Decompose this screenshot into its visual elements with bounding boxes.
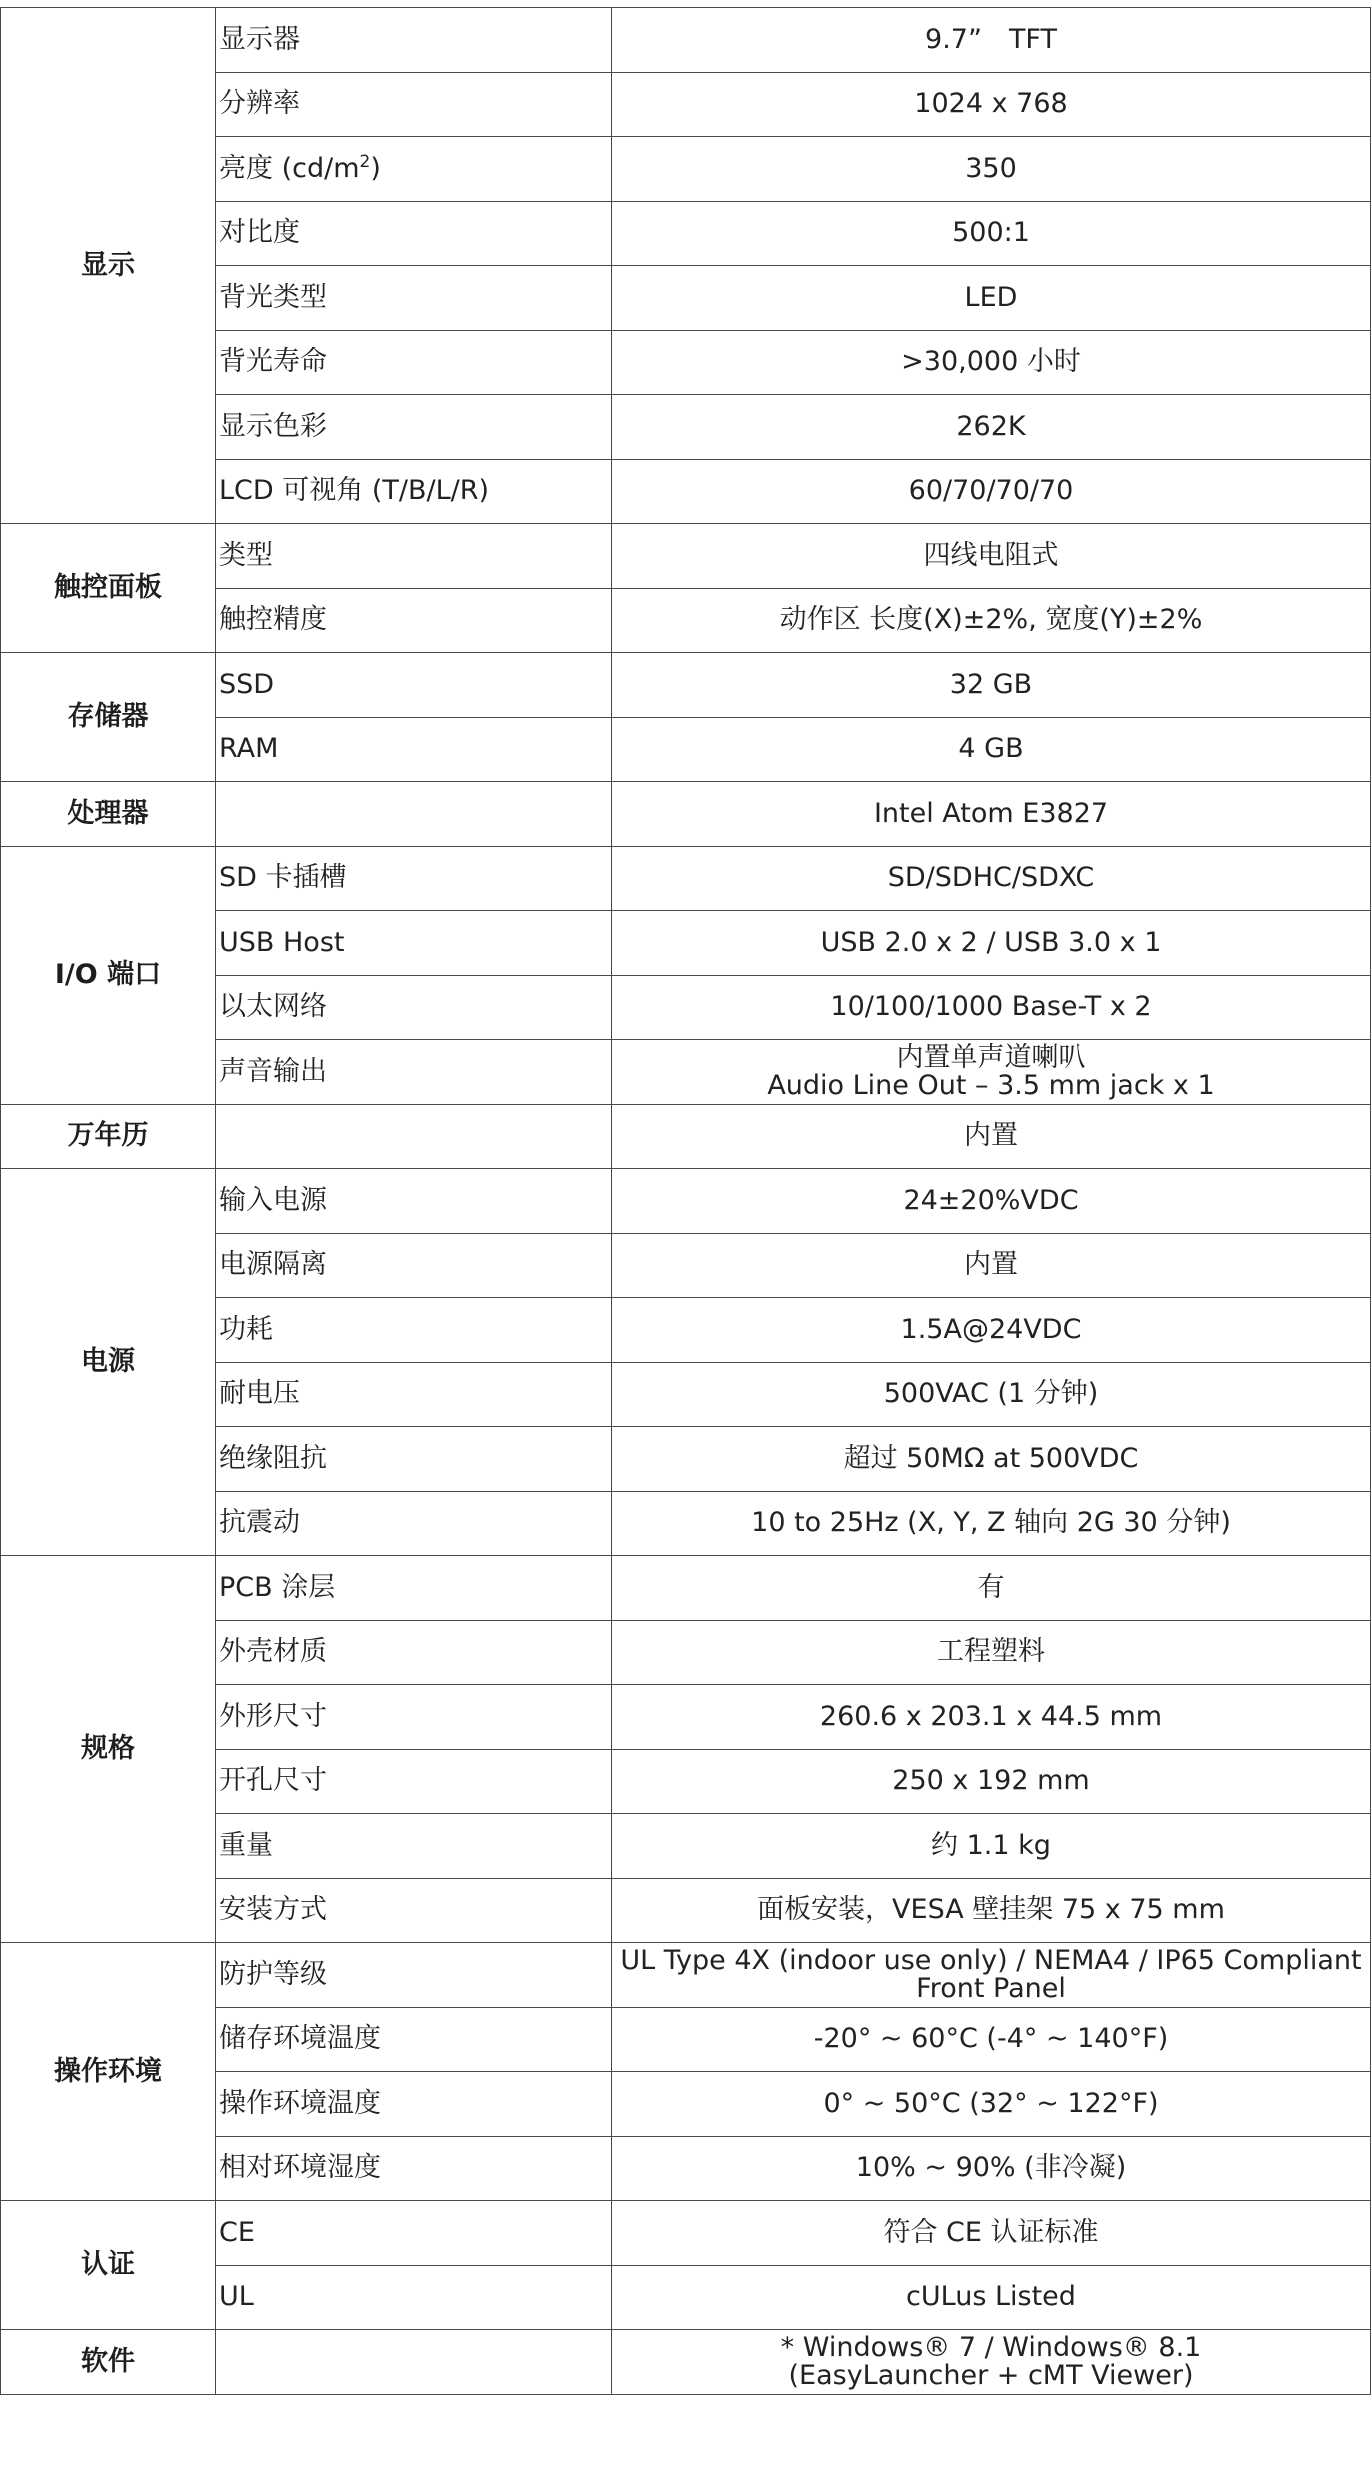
spec-value-cell	[612, 975, 1371, 1040]
spec-value-cell	[612, 2007, 1371, 2072]
spec-label: 储存环境温度	[219, 2023, 381, 2055]
spec-value-cell	[612, 524, 1371, 589]
category-cell: 软件	[1, 2330, 216, 2395]
spec-label: 显示色彩	[219, 410, 327, 442]
spec-label: 输入电源	[219, 1184, 327, 1216]
spec-value-line: 内置单声道喇叭	[896, 1041, 1086, 1073]
spec-value-line: 350	[965, 152, 1017, 184]
category-cell: I/O 端口	[1, 846, 216, 1104]
spec-value-line: 工程塑料	[937, 1636, 1045, 1668]
spec-label-cell	[216, 2007, 612, 2072]
spec-label-cell	[216, 1814, 612, 1879]
spec-value-cell	[612, 1040, 1371, 1105]
spec-value-line: 面板安装，VESA 壁挂架 75 x 75 mm	[757, 1894, 1225, 1926]
spec-label-cell	[216, 1943, 612, 2008]
category-cell: 触控面板	[1, 524, 216, 653]
spec-value-line: 1024 x 768	[914, 88, 1068, 120]
spec-label-cell	[216, 1620, 612, 1685]
spec-label-cell	[216, 201, 612, 266]
spec-value-cell	[612, 1427, 1371, 1492]
spec-value-line: (EasyLauncher + cMT Viewer)	[788, 2359, 1194, 2391]
spec-value-cell	[612, 1233, 1371, 1298]
spec-value-line: LED	[964, 281, 1018, 313]
spec-label-cell	[216, 1427, 612, 1492]
spec-label-cell	[216, 1491, 612, 1556]
spec-value-line: 动作区 长度(X)±2%, 宽度(Y)±2%	[779, 604, 1203, 636]
spec-value-line: -20° ~ 60°C (-4° ~ 140°F)	[813, 2023, 1169, 2055]
spec-value-cell	[612, 846, 1371, 911]
spec-value-cell	[612, 2265, 1371, 2330]
spec-value-line: 250 x 192 mm	[892, 1765, 1090, 1797]
spec-label: 耐电压	[219, 1378, 300, 1410]
spec-value-line: Audio Line Out – 3.5 mm jack x 1	[767, 1069, 1215, 1101]
spec-label-cell	[216, 137, 612, 202]
spec-value-cell	[612, 588, 1371, 653]
spec-value-cell	[612, 1104, 1371, 1169]
spec-value-cell	[612, 2136, 1371, 2201]
spec-row	[1, 1104, 1371, 1169]
spec-label: 操作环境温度	[219, 2087, 381, 2119]
spec-label-cell	[216, 1878, 612, 1943]
spec-label-cell	[216, 459, 612, 524]
spec-value-cell	[612, 1362, 1371, 1427]
spec-value-cell	[612, 330, 1371, 395]
spec-label-cell	[216, 846, 612, 911]
spec-label: PCB 涂层	[219, 1571, 336, 1603]
spec-value-cell	[612, 8, 1371, 73]
spec-label: 功耗	[219, 1313, 273, 1345]
spec-row	[1, 8, 1371, 73]
spec-label-cell	[216, 1233, 612, 1298]
spec-label: 相对环境湿度	[219, 2152, 381, 2184]
spec-label-cell	[216, 330, 612, 395]
spec-label-cell	[216, 717, 612, 782]
category-cell: 操作环境	[1, 1943, 216, 2201]
spec-label-cell	[216, 2265, 612, 2330]
spec-row	[1, 1943, 1371, 2008]
spec-value-cell	[612, 395, 1371, 460]
spec-label: CE	[219, 2216, 255, 2248]
spec-value-line: SD/SDHC/SDXC	[887, 862, 1095, 894]
spec-row	[1, 2330, 1371, 2395]
spec-value-line: 10/100/1000 Base-T x 2	[830, 991, 1152, 1023]
spec-row	[1, 1556, 1371, 1621]
spec-value-cell	[612, 1878, 1371, 1943]
spec-label: SSD	[219, 668, 275, 700]
spec-label-cell	[216, 1556, 612, 1621]
spec-label: 背光寿命	[219, 346, 327, 378]
spec-value-cell	[612, 911, 1371, 976]
spec-row	[1, 846, 1371, 911]
category-cell: 规格	[1, 1556, 216, 1943]
spec-label: 电源隔离	[219, 1249, 327, 1281]
spec-label-cell	[216, 72, 612, 137]
spec-label: UL	[219, 2281, 254, 2313]
spec-value-line: 262K	[956, 410, 1026, 442]
spec-value-line: 约 1.1 kg	[931, 1829, 1051, 1861]
spec-value-cell	[612, 1685, 1371, 1750]
spec-label-cell	[216, 1685, 612, 1750]
spec-label: 抗震动	[219, 1507, 300, 1539]
spec-value-line: 24±20%VDC	[903, 1184, 1079, 1216]
spec-value-line: * Windows® 7 / Windows® 8.1	[780, 2331, 1202, 2363]
spec-label-cell	[216, 1749, 612, 1814]
spec-value-cell	[612, 459, 1371, 524]
spec-value-line: 内置	[964, 1249, 1018, 1281]
spec-value-line: 260.6 x 203.1 x 44.5 mm	[819, 1700, 1163, 1732]
spec-label-cell	[216, 2201, 612, 2266]
spec-value-line: >30,000 小时	[901, 346, 1081, 378]
spec-label-cell	[216, 524, 612, 589]
spec-label: SD 卡插槽	[219, 862, 347, 894]
spec-label-cell	[216, 266, 612, 331]
spec-label: 触控精度	[219, 604, 327, 636]
spec-label-cell	[216, 653, 612, 718]
spec-label-cell	[216, 2136, 612, 2201]
spec-value-line: 有	[977, 1571, 1005, 1603]
spec-value-cell	[612, 1943, 1371, 2008]
spec-value-cell	[612, 137, 1371, 202]
spec-value-line: 1.5A@24VDC	[900, 1313, 1082, 1345]
spec-value-cell	[612, 1556, 1371, 1621]
spec-value-line: 内置	[964, 1120, 1018, 1152]
spec-label: 绝缘阻抗	[219, 1442, 327, 1474]
spec-label-cell	[216, 782, 612, 847]
category-cell: 认证	[1, 2201, 216, 2330]
spec-value-line: 10 to 25Hz (X, Y, Z 轴向 2G 30 分钟)	[751, 1507, 1231, 1539]
category-cell: 电源	[1, 1169, 216, 1556]
spec-value-line: 60/70/70/70	[908, 475, 1074, 507]
spec-label: RAM	[219, 733, 279, 765]
spec-label-cell	[216, 1298, 612, 1363]
category-cell: 万年历	[1, 1104, 216, 1169]
spec-value-line: 0° ~ 50°C (32° ~ 122°F)	[823, 2087, 1159, 2119]
spec-label: 背光类型	[219, 281, 327, 313]
spec-value-line: 符合 CE 认证标准	[883, 2216, 1099, 2248]
spec-value-cell	[612, 717, 1371, 782]
spec-label: USB Host	[219, 926, 345, 958]
spec-value-line: UL Type 4X (indoor use only) / NEMA4 / IP65 Compliant	[620, 1944, 1362, 1976]
spec-label: 开孔尺寸	[219, 1765, 327, 1797]
spec-value-cell	[612, 1169, 1371, 1234]
spec-value-line: Intel Atom E3827	[873, 797, 1109, 829]
spec-label-suffix: )	[370, 152, 381, 184]
spec-value-line: 32 GB	[949, 668, 1033, 700]
spec-label-cell	[216, 1104, 612, 1169]
spec-value-line: Front Panel	[916, 1972, 1066, 2004]
spec-value-line: 10% ~ 90% (非冷凝)	[855, 2152, 1127, 2184]
spec-value-line: 4 GB	[958, 733, 1024, 765]
spec-label: 分辨率	[219, 88, 300, 120]
spec-value-cell	[612, 1814, 1371, 1879]
spec-value-cell	[612, 1491, 1371, 1556]
spec-label: 类型	[219, 539, 273, 571]
spec-label: 显示器	[219, 23, 300, 55]
spec-value-line: 500:1	[952, 217, 1030, 249]
spec-value-cell	[612, 2201, 1371, 2266]
category-cell: 显示	[1, 8, 216, 524]
spec-value-line: 四线电阻式	[923, 539, 1059, 571]
spec-value-line: cULus Listed	[906, 2281, 1076, 2313]
spec-label-cell	[216, 395, 612, 460]
spec-value-cell	[612, 266, 1371, 331]
spec-label: 重量	[219, 1829, 273, 1861]
spec-value-line: USB 2.0 x 2 / USB 3.0 x 1	[820, 926, 1162, 958]
spec-row	[1, 782, 1371, 847]
spec-label-cell	[216, 1040, 612, 1105]
spec-value-cell	[612, 653, 1371, 718]
spec-label: 声音输出	[219, 1055, 327, 1087]
spec-value-line: 500VAC (1 分钟)	[883, 1378, 1099, 1410]
spec-label-cell	[216, 588, 612, 653]
category-cell: 处理器	[1, 782, 216, 847]
spec-label: 以太网络	[219, 991, 327, 1023]
spec-label: 对比度	[219, 217, 300, 249]
spec-label-cell	[216, 911, 612, 976]
spec-label: LCD 可视角 (T/B/L/R)	[219, 475, 490, 507]
spec-label-cell	[216, 2072, 612, 2137]
spec-label: 防护等级	[219, 1958, 327, 1990]
spec-label-cell	[216, 1362, 612, 1427]
spec-label-cell	[216, 8, 612, 73]
spec-value-cell	[612, 782, 1371, 847]
spec-label-cell	[216, 975, 612, 1040]
spec-label: 亮度 (cd/m	[219, 152, 360, 184]
spec-value-cell	[612, 1749, 1371, 1814]
spec-value-cell	[612, 2330, 1371, 2395]
spec-value-cell	[612, 201, 1371, 266]
category-cell: 存储器	[1, 653, 216, 782]
spec-value-cell	[612, 1620, 1371, 1685]
spec-value-cell	[612, 1298, 1371, 1363]
spec-table	[0, 7, 1371, 2395]
spec-row	[1, 1169, 1371, 1234]
spec-label: 外形尺寸	[219, 1700, 327, 1732]
spec-label: 安装方式	[219, 1894, 327, 1926]
spec-table-body	[1, 8, 1371, 2395]
spec-label-superscript: 2	[359, 151, 371, 172]
spec-row	[1, 524, 1371, 589]
spec-value-line: 超过 50MΩ at 500VDC	[843, 1442, 1139, 1474]
spec-row	[1, 653, 1371, 718]
spec-label-cell	[216, 1169, 612, 1234]
spec-label: 外壳材质	[219, 1636, 327, 1668]
spec-value-cell	[612, 2072, 1371, 2137]
spec-row	[1, 2201, 1371, 2266]
spec-label-cell	[216, 2330, 612, 2395]
spec-value-line: 9.7” TFT	[925, 23, 1057, 55]
spec-value-cell	[612, 72, 1371, 137]
